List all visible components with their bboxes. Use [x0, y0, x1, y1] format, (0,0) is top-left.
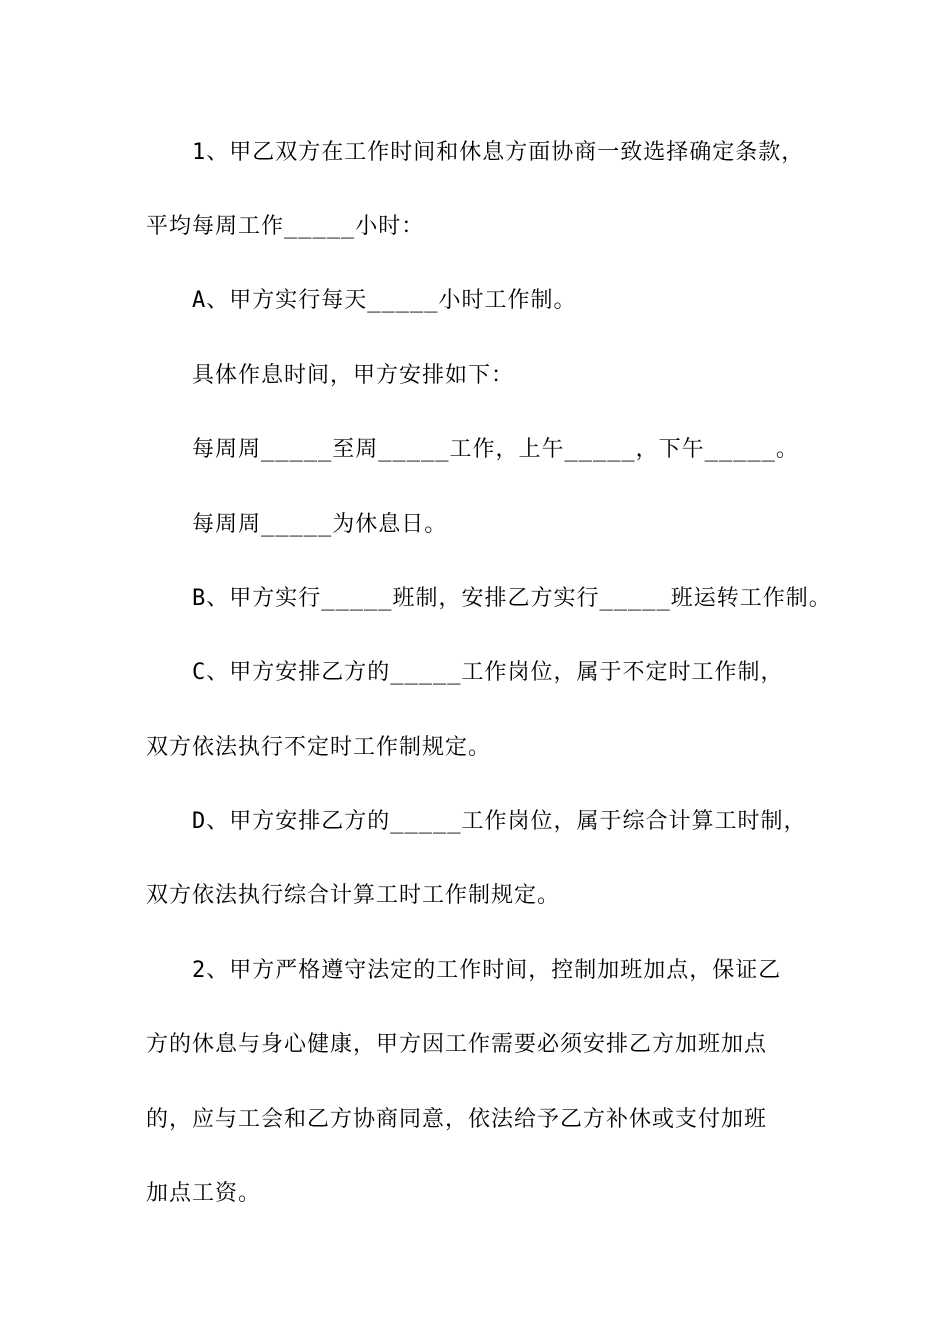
- option-a-line-3: 每周周_____至周_____工作，上午_____，下午_____。: [192, 437, 799, 462]
- option-a-line-1: A、甲方实行每天_____小时工作制。: [192, 288, 577, 313]
- option-a-line-2: 具体作息时间，甲方安排如下：: [192, 363, 515, 388]
- option-b-line-1: B、甲方实行_____班制，安排乙方实行_____班运转工作制。: [192, 586, 832, 611]
- clause-2-line-4: 加点工资。: [146, 1181, 262, 1206]
- option-a-line-4: 每周周_____为休息日。: [192, 512, 448, 537]
- option-c-line-1: C、甲方安排乙方的_____工作岗位，属于不定时工作制，: [192, 660, 784, 685]
- clause-1-line-1: 1、甲乙双方在工作时间和休息方面协商一致选择确定条款，: [192, 140, 805, 165]
- clause-1-line-2: 平均每周工作_____小时：: [146, 214, 425, 239]
- clause-2-line-2: 方的休息与身心健康，甲方因工作需要必须安排乙方加班加点: [146, 1032, 768, 1057]
- clause-2-line-3: 的，应与工会和乙方协商同意，依法给予乙方补休或支付加班: [146, 1107, 768, 1132]
- option-d-line-1: D、甲方安排乙方的_____工作岗位，属于综合计算工时制，: [192, 809, 807, 834]
- option-d-line-2: 双方依法执行综合计算工时工作制规定。: [146, 883, 561, 908]
- clause-2-line-1: 2、甲方严格遵守法定的工作时间，控制加班加点，保证乙: [192, 958, 782, 983]
- option-c-line-2: 双方依法执行不定时工作制规定。: [146, 735, 492, 760]
